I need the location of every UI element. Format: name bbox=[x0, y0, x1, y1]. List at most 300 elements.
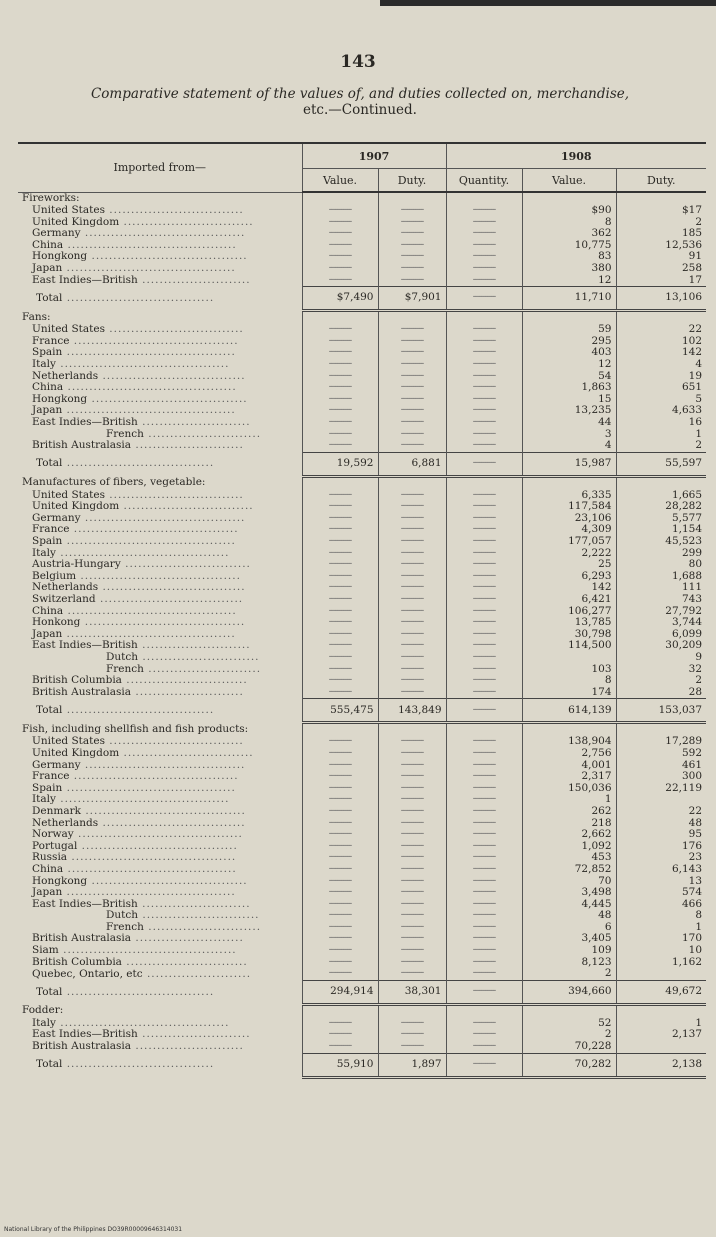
table-row bbox=[18, 829, 706, 841]
v1907-cell: ----------- bbox=[302, 582, 378, 594]
table-row bbox=[18, 405, 706, 417]
total-duty-1907: 6,881 bbox=[378, 452, 446, 476]
duty-1908-cell: 48 bbox=[616, 818, 706, 830]
total-quantity-1908: ----------- bbox=[446, 452, 522, 476]
duty-1908-cell bbox=[616, 968, 706, 980]
q1908-cell: ----------- bbox=[446, 933, 522, 945]
duty-1908-cell: 23 bbox=[616, 852, 706, 864]
d1907-cell: ----------- bbox=[378, 852, 446, 864]
d1907-cell: ----------- bbox=[378, 228, 446, 240]
country-label: East Indies—British bbox=[32, 640, 138, 652]
country-cell: Norway ...................................... bbox=[18, 829, 302, 841]
total-cell: Total .................................. bbox=[36, 291, 215, 304]
value-1907-header: Value. bbox=[302, 169, 378, 193]
q1908-cell: ----------- bbox=[446, 571, 522, 583]
value-1908-cell: 8 bbox=[522, 675, 616, 687]
q1908-cell: ----------- bbox=[446, 251, 522, 263]
table-row bbox=[18, 675, 706, 687]
duty-1908-cell: 592 bbox=[616, 748, 706, 760]
table-row bbox=[18, 394, 706, 406]
q1908-cell: ----------- bbox=[446, 818, 522, 830]
v1907-cell: ----------- bbox=[302, 945, 378, 957]
value-1908-cell: 1 bbox=[522, 794, 616, 806]
country-label: Japan bbox=[32, 887, 63, 899]
country-cell: Hongkong .................................... bbox=[18, 876, 302, 888]
d1907-cell: ----------- bbox=[378, 617, 446, 629]
duty-1908-cell: 1 bbox=[616, 1018, 706, 1030]
duty-1908-cell: 185 bbox=[616, 228, 706, 240]
country-cell: French .......................... bbox=[18, 429, 302, 441]
v1907-cell: ----------- bbox=[302, 794, 378, 806]
total-duty-1907: $7,901 bbox=[378, 287, 446, 311]
v1907-cell: ----------- bbox=[302, 748, 378, 760]
v1907-cell: ----------- bbox=[302, 664, 378, 676]
value-1908-cell: 218 bbox=[522, 818, 616, 830]
country-cell: Japan ....................................... bbox=[18, 887, 302, 899]
q1908-cell: ----------- bbox=[446, 783, 522, 795]
table-row bbox=[18, 336, 706, 348]
table-row bbox=[18, 794, 706, 806]
d1907-cell: ----------- bbox=[378, 1041, 446, 1053]
d1907-cell: ----------- bbox=[378, 968, 446, 980]
table-row bbox=[18, 490, 706, 502]
q1908-cell: ----------- bbox=[446, 1041, 522, 1053]
q1908-cell: ----------- bbox=[446, 394, 522, 406]
country-cell: United States ............................... bbox=[18, 736, 302, 748]
total-duty-1908: 153,037 bbox=[616, 699, 706, 723]
v1907-cell: ----------- bbox=[302, 347, 378, 359]
duty-1908-cell: 299 bbox=[616, 548, 706, 560]
value-1908-cell: 59 bbox=[522, 324, 616, 336]
d1907-cell: ----------- bbox=[378, 571, 446, 583]
q1908-cell: ----------- bbox=[446, 359, 522, 371]
country-label: United States bbox=[32, 736, 105, 748]
duty-1908-cell: 19 bbox=[616, 371, 706, 383]
country-label: Italy bbox=[32, 794, 56, 806]
country-cell: China ....................................... bbox=[18, 606, 302, 618]
v1907-cell: ----------- bbox=[302, 652, 378, 664]
category-label: Manufactures of fibers, vegetable: bbox=[22, 476, 206, 489]
duty-1908-cell: 30,209 bbox=[616, 640, 706, 652]
total-value-1908: 11,710 bbox=[522, 287, 616, 311]
q1908-cell: ----------- bbox=[446, 429, 522, 441]
total-row bbox=[18, 452, 706, 476]
v1907-cell: ----------- bbox=[302, 394, 378, 406]
duty-1908-cell: 2 bbox=[616, 217, 706, 229]
v1907-cell: ----------- bbox=[302, 263, 378, 275]
duty-1908-cell: 45,523 bbox=[616, 536, 706, 548]
total-quantity-1908: ----------- bbox=[446, 287, 522, 311]
duty-1908-cell: 6,099 bbox=[616, 629, 706, 641]
value-1908-cell: 52 bbox=[522, 1018, 616, 1030]
v1907-cell: ----------- bbox=[302, 957, 378, 969]
value-1908-cell: 15 bbox=[522, 394, 616, 406]
country-label: Portugal bbox=[32, 840, 78, 852]
total-duty-1907: 1,897 bbox=[378, 1053, 446, 1077]
d1907-cell: ----------- bbox=[378, 910, 446, 922]
value-1908-cell: 13,235 bbox=[522, 405, 616, 417]
value-1908-cell: 3 bbox=[522, 429, 616, 441]
table-row bbox=[18, 571, 706, 583]
d1907-cell: ----------- bbox=[378, 687, 446, 699]
q1908-cell: ----------- bbox=[446, 806, 522, 818]
q1908-cell: ----------- bbox=[446, 501, 522, 513]
duty-1908-cell: 1,162 bbox=[616, 957, 706, 969]
category-label: Fish, including shellfish and fish products: bbox=[22, 722, 249, 735]
v1907-cell: ----------- bbox=[302, 228, 378, 240]
table-row bbox=[18, 818, 706, 830]
table-row bbox=[18, 548, 706, 560]
duty-1908-cell bbox=[616, 794, 706, 806]
q1908-cell: ----------- bbox=[446, 382, 522, 394]
duty-1908-cell: 2 bbox=[616, 440, 706, 452]
total-duty-1907: 143,849 bbox=[378, 699, 446, 723]
v1907-cell: ----------- bbox=[302, 594, 378, 606]
table-row bbox=[18, 324, 706, 336]
country-cell: East Indies—British ......................... bbox=[18, 1029, 302, 1041]
duty-1908-cell: 1,665 bbox=[616, 490, 706, 502]
duty-1908-cell: 13 bbox=[616, 876, 706, 888]
table-row bbox=[18, 806, 706, 818]
table-row bbox=[18, 968, 706, 980]
country-cell: Spain ....................................... bbox=[18, 783, 302, 795]
total-row bbox=[18, 699, 706, 723]
country-label: Dutch bbox=[106, 910, 139, 922]
d1907-cell: ----------- bbox=[378, 806, 446, 818]
total-row bbox=[18, 1053, 706, 1077]
country-cell: Belgium ..................................... bbox=[18, 571, 302, 583]
table-heading bbox=[30, 86, 690, 118]
duty-1908-cell: $17 bbox=[616, 205, 706, 217]
country-cell: France ...................................... bbox=[18, 524, 302, 536]
duty-1908-cell: 32 bbox=[616, 664, 706, 676]
v1907-cell: ----------- bbox=[302, 371, 378, 383]
duty-1908-cell: 22,119 bbox=[616, 783, 706, 795]
q1908-cell: ----------- bbox=[446, 876, 522, 888]
value-1908-cell: 262 bbox=[522, 806, 616, 818]
country-label: Netherlands bbox=[32, 370, 99, 382]
q1908-cell: ----------- bbox=[446, 606, 522, 618]
v1907-cell: ----------- bbox=[302, 359, 378, 371]
value-1908-cell: 2,317 bbox=[522, 771, 616, 783]
country-cell: Dutch ........................... bbox=[18, 910, 302, 922]
value-1908-cell: 54 bbox=[522, 371, 616, 383]
duty-1908-cell: 1,688 bbox=[616, 571, 706, 583]
table-body bbox=[18, 192, 706, 1077]
value-1908-cell: 6,335 bbox=[522, 490, 616, 502]
d1907-cell: ----------- bbox=[378, 760, 446, 772]
country-cell: Japan ....................................... bbox=[18, 629, 302, 641]
total-cell: Total .................................. bbox=[36, 985, 215, 998]
duty-1908-cell: 12,536 bbox=[616, 240, 706, 252]
table-row bbox=[18, 251, 706, 263]
value-1908-cell: 12 bbox=[522, 359, 616, 371]
v1907-cell: ----------- bbox=[302, 841, 378, 853]
year-1908-header: 1908 bbox=[446, 143, 706, 169]
v1907-cell: ----------- bbox=[302, 513, 378, 525]
d1907-cell: ----------- bbox=[378, 771, 446, 783]
country-label: Spain bbox=[32, 782, 63, 794]
v1907-cell: ----------- bbox=[302, 617, 378, 629]
country-cell: Italy ....................................... bbox=[18, 548, 302, 560]
d1907-cell: ----------- bbox=[378, 922, 446, 934]
total-value-1907: 19,592 bbox=[302, 452, 378, 476]
country-label: Italy bbox=[32, 547, 56, 559]
d1907-cell: ----------- bbox=[378, 382, 446, 394]
country-label: East Indies—British bbox=[32, 274, 138, 286]
duty-1908-cell: 95 bbox=[616, 829, 706, 841]
duty-1908-cell: 2 bbox=[616, 675, 706, 687]
country-cell: France ...................................... bbox=[18, 336, 302, 348]
table-row bbox=[18, 933, 706, 945]
category-row bbox=[18, 476, 706, 490]
total-label: Total bbox=[36, 985, 63, 998]
comparative-statement-table bbox=[18, 142, 706, 1079]
country-cell: Netherlands ................................. bbox=[18, 582, 302, 594]
table-row bbox=[18, 594, 706, 606]
total-label: Total bbox=[36, 291, 63, 304]
table-row bbox=[18, 1029, 706, 1041]
d1907-cell: ----------- bbox=[378, 524, 446, 536]
v1907-cell: ----------- bbox=[302, 736, 378, 748]
d1907-cell: ----------- bbox=[378, 640, 446, 652]
d1907-cell: ----------- bbox=[378, 818, 446, 830]
table-row bbox=[18, 275, 706, 287]
table-row bbox=[18, 852, 706, 864]
q1908-cell: ----------- bbox=[446, 899, 522, 911]
country-label: China bbox=[32, 382, 64, 394]
duty-1908-cell: 6,143 bbox=[616, 864, 706, 876]
country-cell: United Kingdom .............................. bbox=[18, 748, 302, 760]
country-label: United Kingdom bbox=[32, 501, 120, 513]
duty-1908-cell: 10 bbox=[616, 945, 706, 957]
country-label: British Australasia bbox=[32, 1041, 132, 1053]
value-1908-header: Value. bbox=[522, 169, 616, 193]
value-1908-cell: 12 bbox=[522, 275, 616, 287]
duty-1908-cell: 22 bbox=[616, 324, 706, 336]
value-1908-cell: 4,445 bbox=[522, 899, 616, 911]
value-1908-cell bbox=[522, 652, 616, 664]
country-cell: British Columbia ............................ bbox=[18, 957, 302, 969]
duty-1908-cell: 102 bbox=[616, 336, 706, 348]
d1907-cell: ----------- bbox=[378, 1018, 446, 1030]
v1907-cell: ----------- bbox=[302, 852, 378, 864]
table-row bbox=[18, 606, 706, 618]
country-cell: French .......................... bbox=[18, 664, 302, 676]
country-cell: British Australasia ......................... bbox=[18, 933, 302, 945]
duty-1908-cell: 16 bbox=[616, 417, 706, 429]
q1908-cell: ----------- bbox=[446, 275, 522, 287]
table-row bbox=[18, 205, 706, 217]
category-label: Fodder: bbox=[22, 1004, 64, 1017]
q1908-cell: ----------- bbox=[446, 490, 522, 502]
table-row bbox=[18, 876, 706, 888]
table-row bbox=[18, 228, 706, 240]
country-cell: British Australasia ......................... bbox=[18, 1041, 302, 1053]
country-label: Honkong bbox=[32, 617, 81, 629]
v1907-cell: ----------- bbox=[302, 968, 378, 980]
table-row bbox=[18, 945, 706, 957]
country-cell: Denmark ..................................... bbox=[18, 806, 302, 818]
table-row bbox=[18, 1041, 706, 1053]
value-1908-cell: 1,863 bbox=[522, 382, 616, 394]
q1908-cell: ----------- bbox=[446, 841, 522, 853]
value-1908-cell: 6,293 bbox=[522, 571, 616, 583]
d1907-cell: ----------- bbox=[378, 251, 446, 263]
table-row bbox=[18, 240, 706, 252]
total-row bbox=[18, 980, 706, 1004]
country-cell: Germany ..................................... bbox=[18, 513, 302, 525]
value-1908-cell: 109 bbox=[522, 945, 616, 957]
table-row bbox=[18, 559, 706, 571]
v1907-cell: ----------- bbox=[302, 275, 378, 287]
d1907-cell: ----------- bbox=[378, 933, 446, 945]
country-cell: Hongkong .................................... bbox=[18, 394, 302, 406]
country-cell: East Indies—British ......................... bbox=[18, 640, 302, 652]
country-label: British Australasia bbox=[32, 933, 132, 945]
v1907-cell: ----------- bbox=[302, 675, 378, 687]
year-1907-header: 1907 bbox=[302, 143, 446, 169]
v1907-cell: ----------- bbox=[302, 382, 378, 394]
total-value-1908: 15,987 bbox=[522, 452, 616, 476]
total-label: Total bbox=[36, 1058, 63, 1071]
d1907-cell: ----------- bbox=[378, 582, 446, 594]
duty-1908-cell: 5,577 bbox=[616, 513, 706, 525]
country-label: Belgium bbox=[32, 570, 77, 582]
value-1908-cell: 2,222 bbox=[522, 548, 616, 560]
value-1908-cell: 6,421 bbox=[522, 594, 616, 606]
v1907-cell: ----------- bbox=[302, 548, 378, 560]
country-cell: Honkong ..................................... bbox=[18, 617, 302, 629]
duty-1908-header: Duty. bbox=[616, 169, 706, 193]
table-row bbox=[18, 440, 706, 452]
country-label: United Kingdom bbox=[32, 747, 120, 759]
q1908-cell: ----------- bbox=[446, 629, 522, 641]
duty-1908-cell: 27,792 bbox=[616, 606, 706, 618]
total-duty-1908: 13,106 bbox=[616, 287, 706, 311]
heading-line-1: Comparative statement of the values of, and duties collected on, merchandise, bbox=[90, 86, 630, 102]
value-1908-cell: 138,904 bbox=[522, 736, 616, 748]
d1907-cell: ----------- bbox=[378, 1029, 446, 1041]
country-cell: China ....................................... bbox=[18, 864, 302, 876]
q1908-cell: ----------- bbox=[446, 240, 522, 252]
v1907-cell: ----------- bbox=[302, 606, 378, 618]
d1907-cell: ----------- bbox=[378, 440, 446, 452]
d1907-cell: ----------- bbox=[378, 899, 446, 911]
country-cell: Netherlands ................................. bbox=[18, 371, 302, 383]
country-label: Spain bbox=[32, 347, 63, 359]
country-label: China bbox=[32, 863, 64, 875]
duty-1908-cell: 9 bbox=[616, 652, 706, 664]
total-duty-1908: 2,138 bbox=[616, 1053, 706, 1077]
d1907-cell: ----------- bbox=[378, 263, 446, 275]
country-label: Japan bbox=[32, 405, 63, 417]
country-cell: Spain ....................................... bbox=[18, 347, 302, 359]
q1908-cell: ----------- bbox=[446, 736, 522, 748]
value-1908-cell: 2 bbox=[522, 968, 616, 980]
v1907-cell: ----------- bbox=[302, 910, 378, 922]
value-1908-cell: 2,756 bbox=[522, 748, 616, 760]
v1907-cell: ----------- bbox=[302, 536, 378, 548]
q1908-cell: ----------- bbox=[446, 440, 522, 452]
d1907-cell: ----------- bbox=[378, 347, 446, 359]
country-label: United States bbox=[32, 489, 105, 501]
country-label: United States bbox=[32, 324, 105, 336]
q1908-cell: ----------- bbox=[446, 640, 522, 652]
d1907-cell: ----------- bbox=[378, 829, 446, 841]
country-label: China bbox=[32, 239, 64, 251]
country-cell: Portugal .................................... bbox=[18, 841, 302, 853]
total-value-1908: 70,282 bbox=[522, 1053, 616, 1077]
d1907-cell: ----------- bbox=[378, 606, 446, 618]
country-cell: United Kingdom .............................. bbox=[18, 501, 302, 513]
v1907-cell: ----------- bbox=[302, 490, 378, 502]
value-1908-cell: 25 bbox=[522, 559, 616, 571]
value-1908-cell: 4,001 bbox=[522, 760, 616, 772]
d1907-cell: ----------- bbox=[378, 841, 446, 853]
library-footer: National Library of the Philippines DO39R00009646314031 bbox=[4, 1226, 183, 1233]
d1907-cell: ----------- bbox=[378, 490, 446, 502]
v1907-cell: ----------- bbox=[302, 640, 378, 652]
country-label: British Columbia bbox=[32, 956, 122, 968]
value-1908-cell: 70 bbox=[522, 876, 616, 888]
duty-1908-cell: 1 bbox=[616, 429, 706, 441]
category-row bbox=[18, 311, 706, 325]
country-label: Hongkong bbox=[32, 393, 88, 405]
country-cell: Hongkong .................................... bbox=[18, 251, 302, 263]
duty-1908-cell: 461 bbox=[616, 760, 706, 772]
country-cell: Dutch ........................... bbox=[18, 652, 302, 664]
v1907-cell: ----------- bbox=[302, 417, 378, 429]
value-1908-cell: 177,057 bbox=[522, 536, 616, 548]
country-label: Siam bbox=[32, 945, 59, 957]
table-row bbox=[18, 617, 706, 629]
table-row bbox=[18, 347, 706, 359]
table-row bbox=[18, 887, 706, 899]
category-label: Fireworks: bbox=[22, 192, 80, 204]
table-row bbox=[18, 417, 706, 429]
v1907-cell: ----------- bbox=[302, 1018, 378, 1030]
q1908-cell: ----------- bbox=[446, 760, 522, 772]
country-label: Dutch bbox=[106, 652, 139, 663]
country-cell: Japan ....................................... bbox=[18, 405, 302, 417]
q1908-cell: ----------- bbox=[446, 887, 522, 899]
q1908-cell: ----------- bbox=[446, 675, 522, 687]
q1908-cell: ----------- bbox=[446, 524, 522, 536]
v1907-cell: ----------- bbox=[302, 559, 378, 571]
country-label: East Indies—British bbox=[32, 416, 138, 428]
q1908-cell: ----------- bbox=[446, 336, 522, 348]
total-label: Total bbox=[36, 457, 63, 470]
table-row bbox=[18, 760, 706, 772]
table-row bbox=[18, 263, 706, 275]
country-label: United Kingdom bbox=[32, 216, 120, 228]
country-cell: Switzerland ................................. bbox=[18, 594, 302, 606]
q1908-cell: ----------- bbox=[446, 347, 522, 359]
v1907-cell: ----------- bbox=[302, 501, 378, 513]
d1907-cell: ----------- bbox=[378, 748, 446, 760]
v1907-cell: ----------- bbox=[302, 336, 378, 348]
d1907-cell: ----------- bbox=[378, 324, 446, 336]
value-1908-cell: 44 bbox=[522, 417, 616, 429]
value-1908-cell: 30,798 bbox=[522, 629, 616, 641]
d1907-cell: ----------- bbox=[378, 417, 446, 429]
country-label: Italy bbox=[32, 1017, 56, 1029]
table-row bbox=[18, 524, 706, 536]
country-cell: Italy ....................................... bbox=[18, 359, 302, 371]
d1907-cell: ----------- bbox=[378, 736, 446, 748]
q1908-cell: ----------- bbox=[446, 664, 522, 676]
